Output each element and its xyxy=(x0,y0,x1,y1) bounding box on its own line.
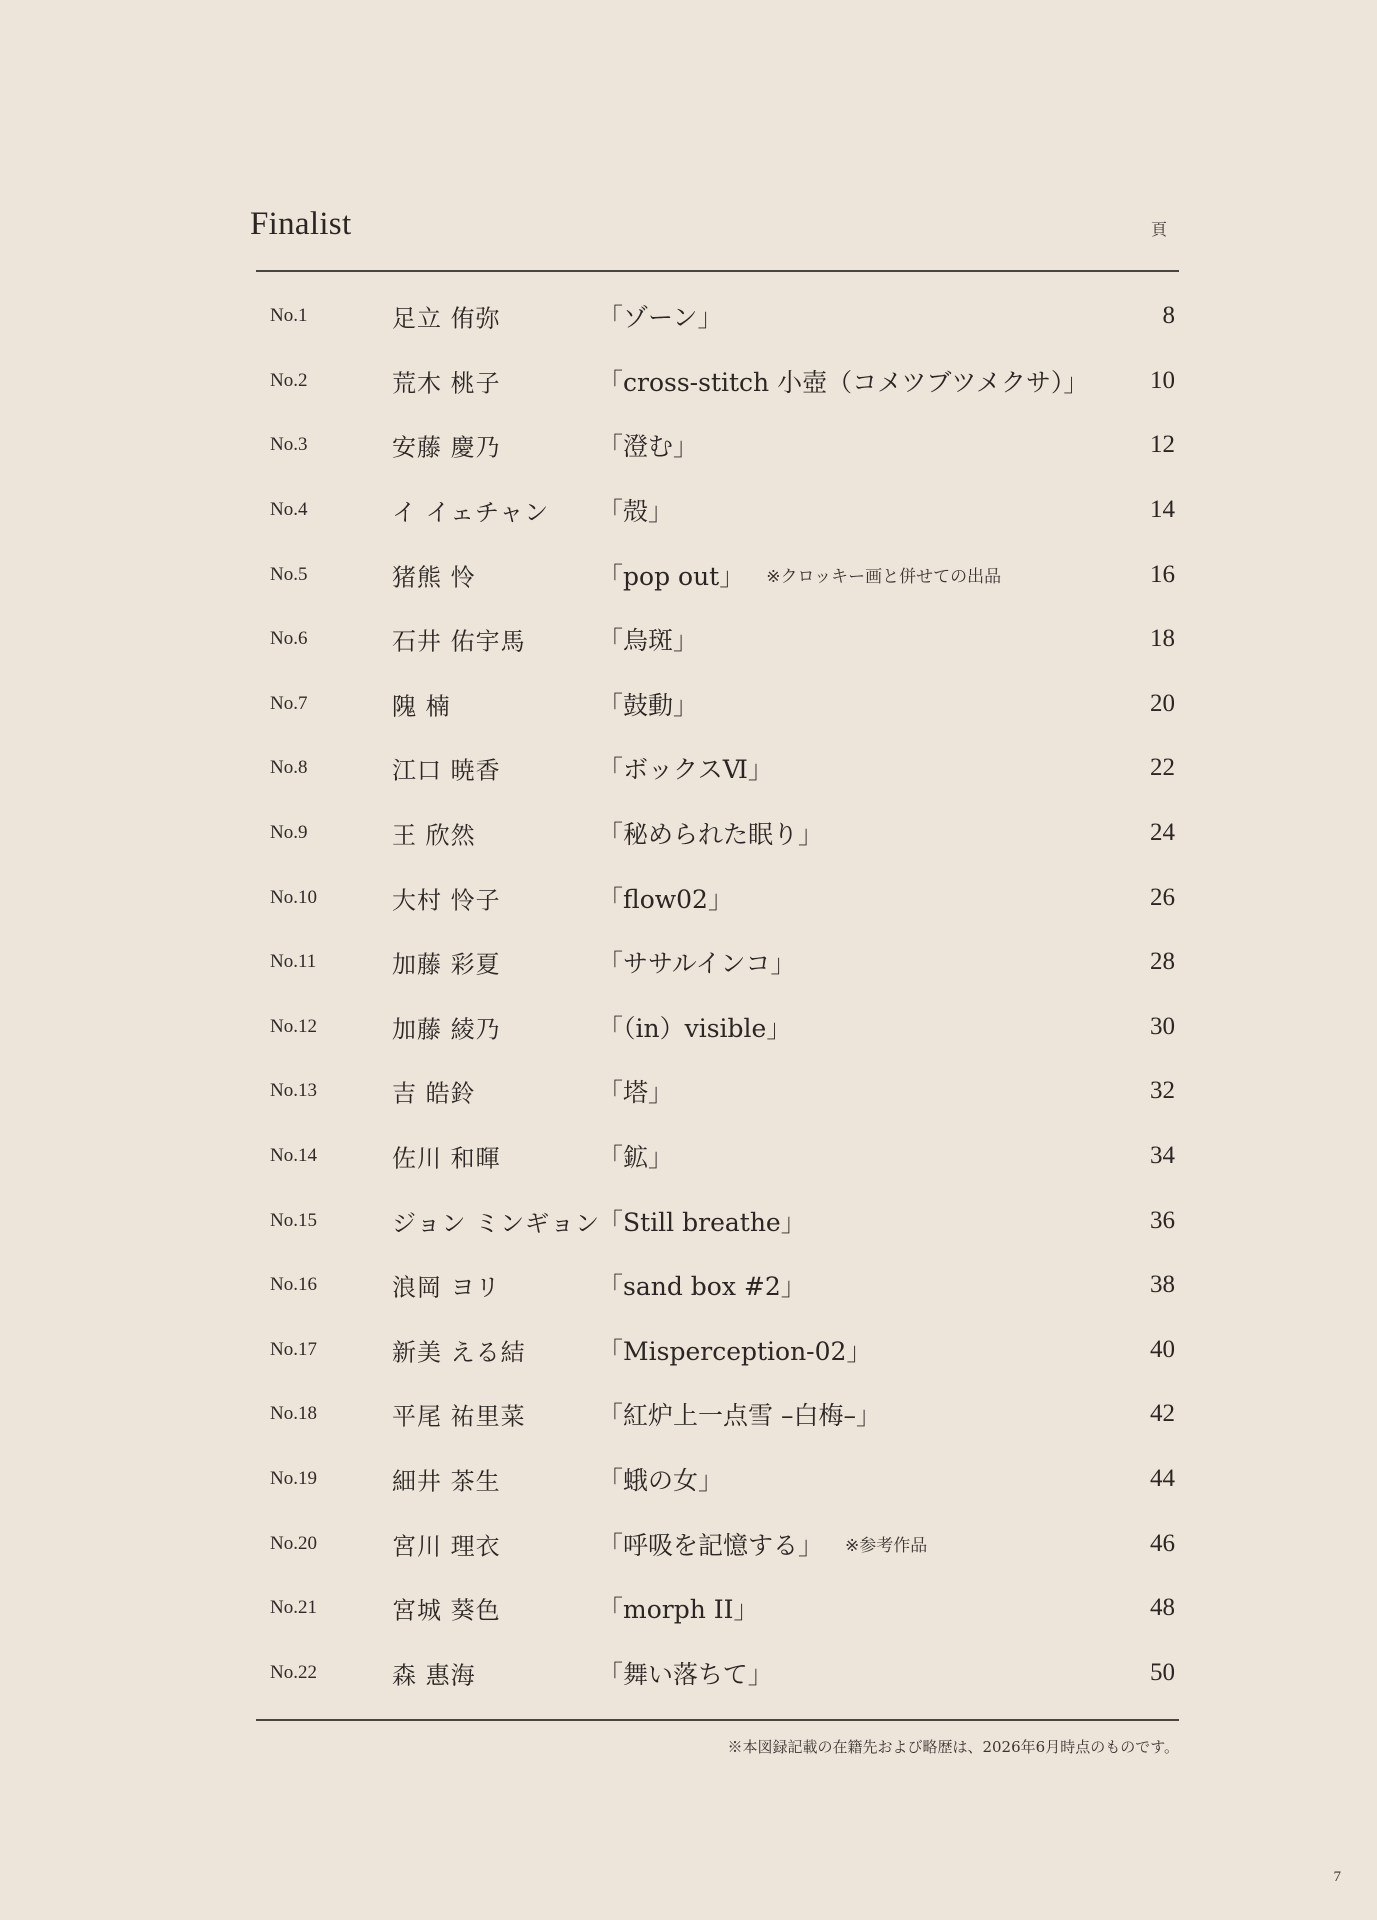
entry-page: 40 xyxy=(1150,1335,1175,1363)
work-title-text: （in）visible xyxy=(623,1013,767,1043)
entry-number: No.17 xyxy=(270,1338,317,1360)
list-item xyxy=(256,1511,1179,1576)
work-title-text: 呼吸を記憶する xyxy=(623,1530,799,1560)
artist-name: 宮城 葵色 xyxy=(392,1596,501,1625)
work-title xyxy=(598,1267,806,1303)
work-title xyxy=(598,686,698,722)
entry-number: No.13 xyxy=(270,1080,317,1102)
artist-name: 浪岡 ヨリ xyxy=(392,1273,501,1302)
entry-number: No.19 xyxy=(270,1467,317,1489)
quote-open: 「 xyxy=(598,1401,624,1431)
quote-open: 「 xyxy=(598,755,624,785)
work-title-text: sand box #2 xyxy=(623,1272,781,1302)
quote-close: 」 xyxy=(747,1659,773,1689)
entry-page: 42 xyxy=(1150,1400,1175,1428)
entry-number: No.6 xyxy=(270,628,308,650)
quote-close: 」 xyxy=(648,1143,674,1173)
work-title xyxy=(598,1655,773,1691)
work-title xyxy=(598,1526,927,1562)
list-item xyxy=(256,478,1179,543)
quote-close: 」 xyxy=(747,755,773,785)
work-title-text: 舞い落ちて xyxy=(623,1659,748,1689)
quote-open: 「 xyxy=(598,303,624,333)
work-title-text: ゾーン xyxy=(623,303,698,333)
quote-open: 「 xyxy=(598,884,624,914)
list-item xyxy=(256,1318,1179,1383)
artist-name: イ イェチャン xyxy=(392,498,550,527)
entry-page: 18 xyxy=(1150,625,1175,653)
list-item xyxy=(256,736,1179,801)
quote-open: 「 xyxy=(598,1078,624,1108)
quote-open: 「 xyxy=(598,626,624,656)
quote-open: 「 xyxy=(598,1659,624,1689)
entry-number: No.5 xyxy=(270,563,308,585)
list-item xyxy=(256,801,1179,866)
entry-page: 30 xyxy=(1150,1012,1175,1040)
work-title-text: ササルインコ xyxy=(623,949,771,979)
finalist-list xyxy=(256,284,1179,1705)
work-title-text: pop out xyxy=(623,561,720,591)
list-item xyxy=(256,865,1179,930)
entry-page: 14 xyxy=(1150,496,1175,524)
entry-page: 10 xyxy=(1150,366,1175,394)
entry-number: No.18 xyxy=(270,1403,317,1425)
entry-page: 28 xyxy=(1150,948,1175,976)
quote-open: 「 xyxy=(598,820,624,850)
artist-name: 大村 怜子 xyxy=(392,886,501,915)
artist-name: 平尾 祐里菜 xyxy=(392,1402,526,1431)
entry-number: No.10 xyxy=(270,886,317,908)
entry-number: No.21 xyxy=(270,1597,317,1619)
work-title-text: 塔 xyxy=(623,1078,649,1108)
work-title-text: morph II xyxy=(623,1595,734,1625)
work-title xyxy=(598,1073,673,1109)
artist-name: 王 欣然 xyxy=(392,821,476,850)
entry-number: No.16 xyxy=(270,1274,317,1296)
page-number: 7 xyxy=(1333,1869,1341,1885)
list-item xyxy=(256,349,1179,414)
entry-page: 24 xyxy=(1150,819,1175,847)
quote-close: 」 xyxy=(798,820,824,850)
artist-name: 荒木 桃子 xyxy=(392,369,501,398)
entry-page: 26 xyxy=(1150,883,1175,911)
work-title xyxy=(598,1461,723,1497)
list-item xyxy=(256,1059,1179,1124)
quote-close: 」 xyxy=(770,949,796,979)
quote-open: 「 xyxy=(598,1465,624,1495)
entry-number: No.12 xyxy=(270,1015,317,1037)
quote-close: 」 xyxy=(707,884,733,914)
artist-name: 森 惠海 xyxy=(392,1661,476,1690)
list-item xyxy=(256,1576,1179,1641)
quote-close: 」 xyxy=(673,690,699,720)
quote-open: 「 xyxy=(598,497,624,527)
quote-open: 「 xyxy=(598,1143,624,1173)
work-title xyxy=(598,944,796,980)
quote-open: 「 xyxy=(598,1272,624,1302)
work-title xyxy=(598,363,1088,399)
work-title-text: 鉱 xyxy=(623,1143,649,1173)
work-title-text: 秘められた眠り xyxy=(623,820,799,850)
quote-close: 」 xyxy=(1063,367,1089,397)
entry-page: 44 xyxy=(1150,1464,1175,1492)
work-title xyxy=(598,621,698,657)
artist-name: 隗 楠 xyxy=(392,692,451,721)
quote-open: 「 xyxy=(598,1013,624,1043)
entry-number: No.9 xyxy=(270,822,308,844)
artist-name: 宮川 理衣 xyxy=(392,1532,501,1561)
quote-close: 」 xyxy=(733,1595,759,1625)
entry-page: 20 xyxy=(1150,689,1175,717)
entry-page: 12 xyxy=(1150,431,1175,459)
work-title xyxy=(598,750,773,786)
entry-number: No.11 xyxy=(270,951,317,973)
list-item xyxy=(256,672,1179,737)
quote-close: 」 xyxy=(648,497,674,527)
work-title xyxy=(598,1203,806,1239)
work-note: ※参考作品 xyxy=(845,1535,928,1556)
entry-number: No.22 xyxy=(270,1661,317,1683)
work-title xyxy=(598,1396,881,1432)
work-title xyxy=(598,492,673,528)
entry-page: 34 xyxy=(1150,1142,1175,1170)
top-rule xyxy=(256,270,1179,272)
list-item xyxy=(256,542,1179,607)
work-title-text: ボックスⅥ xyxy=(623,755,748,785)
list-item xyxy=(256,1188,1179,1253)
work-title-text: cross-stitch 小壺（コメツブツメクサ） xyxy=(623,367,1064,397)
artist-name: 足立 侑弥 xyxy=(392,304,501,333)
artist-name: 江口 暁香 xyxy=(392,756,501,785)
artist-name: ジョン ミンギョン xyxy=(392,1209,601,1238)
entry-page: 38 xyxy=(1150,1271,1175,1299)
entry-number: No.14 xyxy=(270,1145,317,1167)
work-title xyxy=(598,557,1001,593)
quote-close: 」 xyxy=(673,626,699,656)
quote-close: 」 xyxy=(719,561,745,591)
artist-name: 猪熊 怜 xyxy=(392,563,476,592)
quote-close: 」 xyxy=(766,1013,792,1043)
entry-page: 48 xyxy=(1150,1594,1175,1622)
entry-number: No.2 xyxy=(270,369,308,391)
work-title-text: Misperception-02 xyxy=(623,1336,847,1366)
work-title-text: flow02 xyxy=(623,884,708,914)
entry-number: No.8 xyxy=(270,757,308,779)
list-item xyxy=(256,607,1179,672)
quote-close: 」 xyxy=(855,1401,881,1431)
work-title-text: 鼓動 xyxy=(623,690,674,720)
work-title-text: 紅炉上一点雪 –白梅– xyxy=(623,1401,856,1431)
list-item xyxy=(256,413,1179,478)
entry-page: 32 xyxy=(1150,1077,1175,1105)
work-title xyxy=(598,1332,871,1368)
quote-close: 」 xyxy=(798,1530,824,1560)
artist-name: 加藤 彩夏 xyxy=(392,950,501,979)
quote-close: 」 xyxy=(697,303,723,333)
list-item xyxy=(256,1447,1179,1512)
work-title-text: 蛾の女 xyxy=(623,1465,699,1495)
work-title xyxy=(598,1138,673,1174)
quote-open: 「 xyxy=(598,949,624,979)
entry-page: 22 xyxy=(1150,754,1175,782)
quote-close: 」 xyxy=(673,432,699,462)
artist-name: 吉 皓鈴 xyxy=(392,1079,476,1108)
quote-open: 「 xyxy=(598,1207,624,1237)
work-title-text: Still breathe xyxy=(623,1207,781,1237)
entry-number: No.20 xyxy=(270,1532,317,1554)
quote-open: 「 xyxy=(598,561,624,591)
work-title xyxy=(598,1590,759,1626)
quote-close: 」 xyxy=(698,1465,724,1495)
entry-number: No.15 xyxy=(270,1209,317,1231)
entry-page: 46 xyxy=(1150,1529,1175,1557)
quote-open: 「 xyxy=(598,432,624,462)
work-note: ※クロッキー画と併せての出品 xyxy=(766,566,1002,587)
entry-number: No.4 xyxy=(270,499,308,521)
work-title xyxy=(598,815,823,851)
quote-open: 「 xyxy=(598,1595,624,1625)
work-title xyxy=(598,298,723,334)
artist-name: 安藤 慶乃 xyxy=(392,433,501,462)
artist-name: 佐川 和暉 xyxy=(392,1144,501,1173)
quote-close: 」 xyxy=(846,1336,872,1366)
entry-page: 8 xyxy=(1162,302,1175,330)
quote-open: 「 xyxy=(598,367,624,397)
list-item xyxy=(256,1253,1179,1318)
entry-number: No.1 xyxy=(270,305,308,327)
entry-page: 16 xyxy=(1150,560,1175,588)
work-title-text: 殻 xyxy=(623,497,649,527)
work-title-text: 澄む xyxy=(623,432,674,462)
list-item xyxy=(256,284,1179,349)
work-title-text: 烏斑 xyxy=(623,626,674,656)
bottom-rule xyxy=(256,1719,1179,1721)
page-column-label: 頁 xyxy=(1150,220,1167,239)
quote-open: 「 xyxy=(598,690,624,720)
quote-close: 」 xyxy=(780,1207,806,1237)
artist-name: 石井 佑宇馬 xyxy=(392,627,526,656)
quote-open: 「 xyxy=(598,1530,624,1560)
artist-name: 細井 茶生 xyxy=(392,1467,501,1496)
entry-number: No.3 xyxy=(270,434,308,456)
work-title xyxy=(598,427,698,463)
artist-name: 新美 える結 xyxy=(392,1338,526,1367)
footnote: ※本図録記載の在籍先および略歴は、2026年6月時点のものです。 xyxy=(727,1738,1179,1756)
quote-close: 」 xyxy=(780,1272,806,1302)
list-item xyxy=(256,930,1179,995)
artist-name: 加藤 綾乃 xyxy=(392,1015,501,1044)
list-item xyxy=(256,1382,1179,1447)
entry-page: 50 xyxy=(1150,1658,1175,1686)
toc-header xyxy=(250,206,1175,256)
quote-close: 」 xyxy=(648,1078,674,1108)
entry-number: No.7 xyxy=(270,692,308,714)
entry-page: 36 xyxy=(1150,1206,1175,1234)
quote-open: 「 xyxy=(598,1336,624,1366)
list-item xyxy=(256,1124,1179,1189)
list-item xyxy=(256,1640,1179,1705)
work-title xyxy=(598,880,733,916)
page-title: Finalist xyxy=(250,206,352,242)
list-item xyxy=(256,995,1179,1060)
work-title xyxy=(598,1009,791,1045)
